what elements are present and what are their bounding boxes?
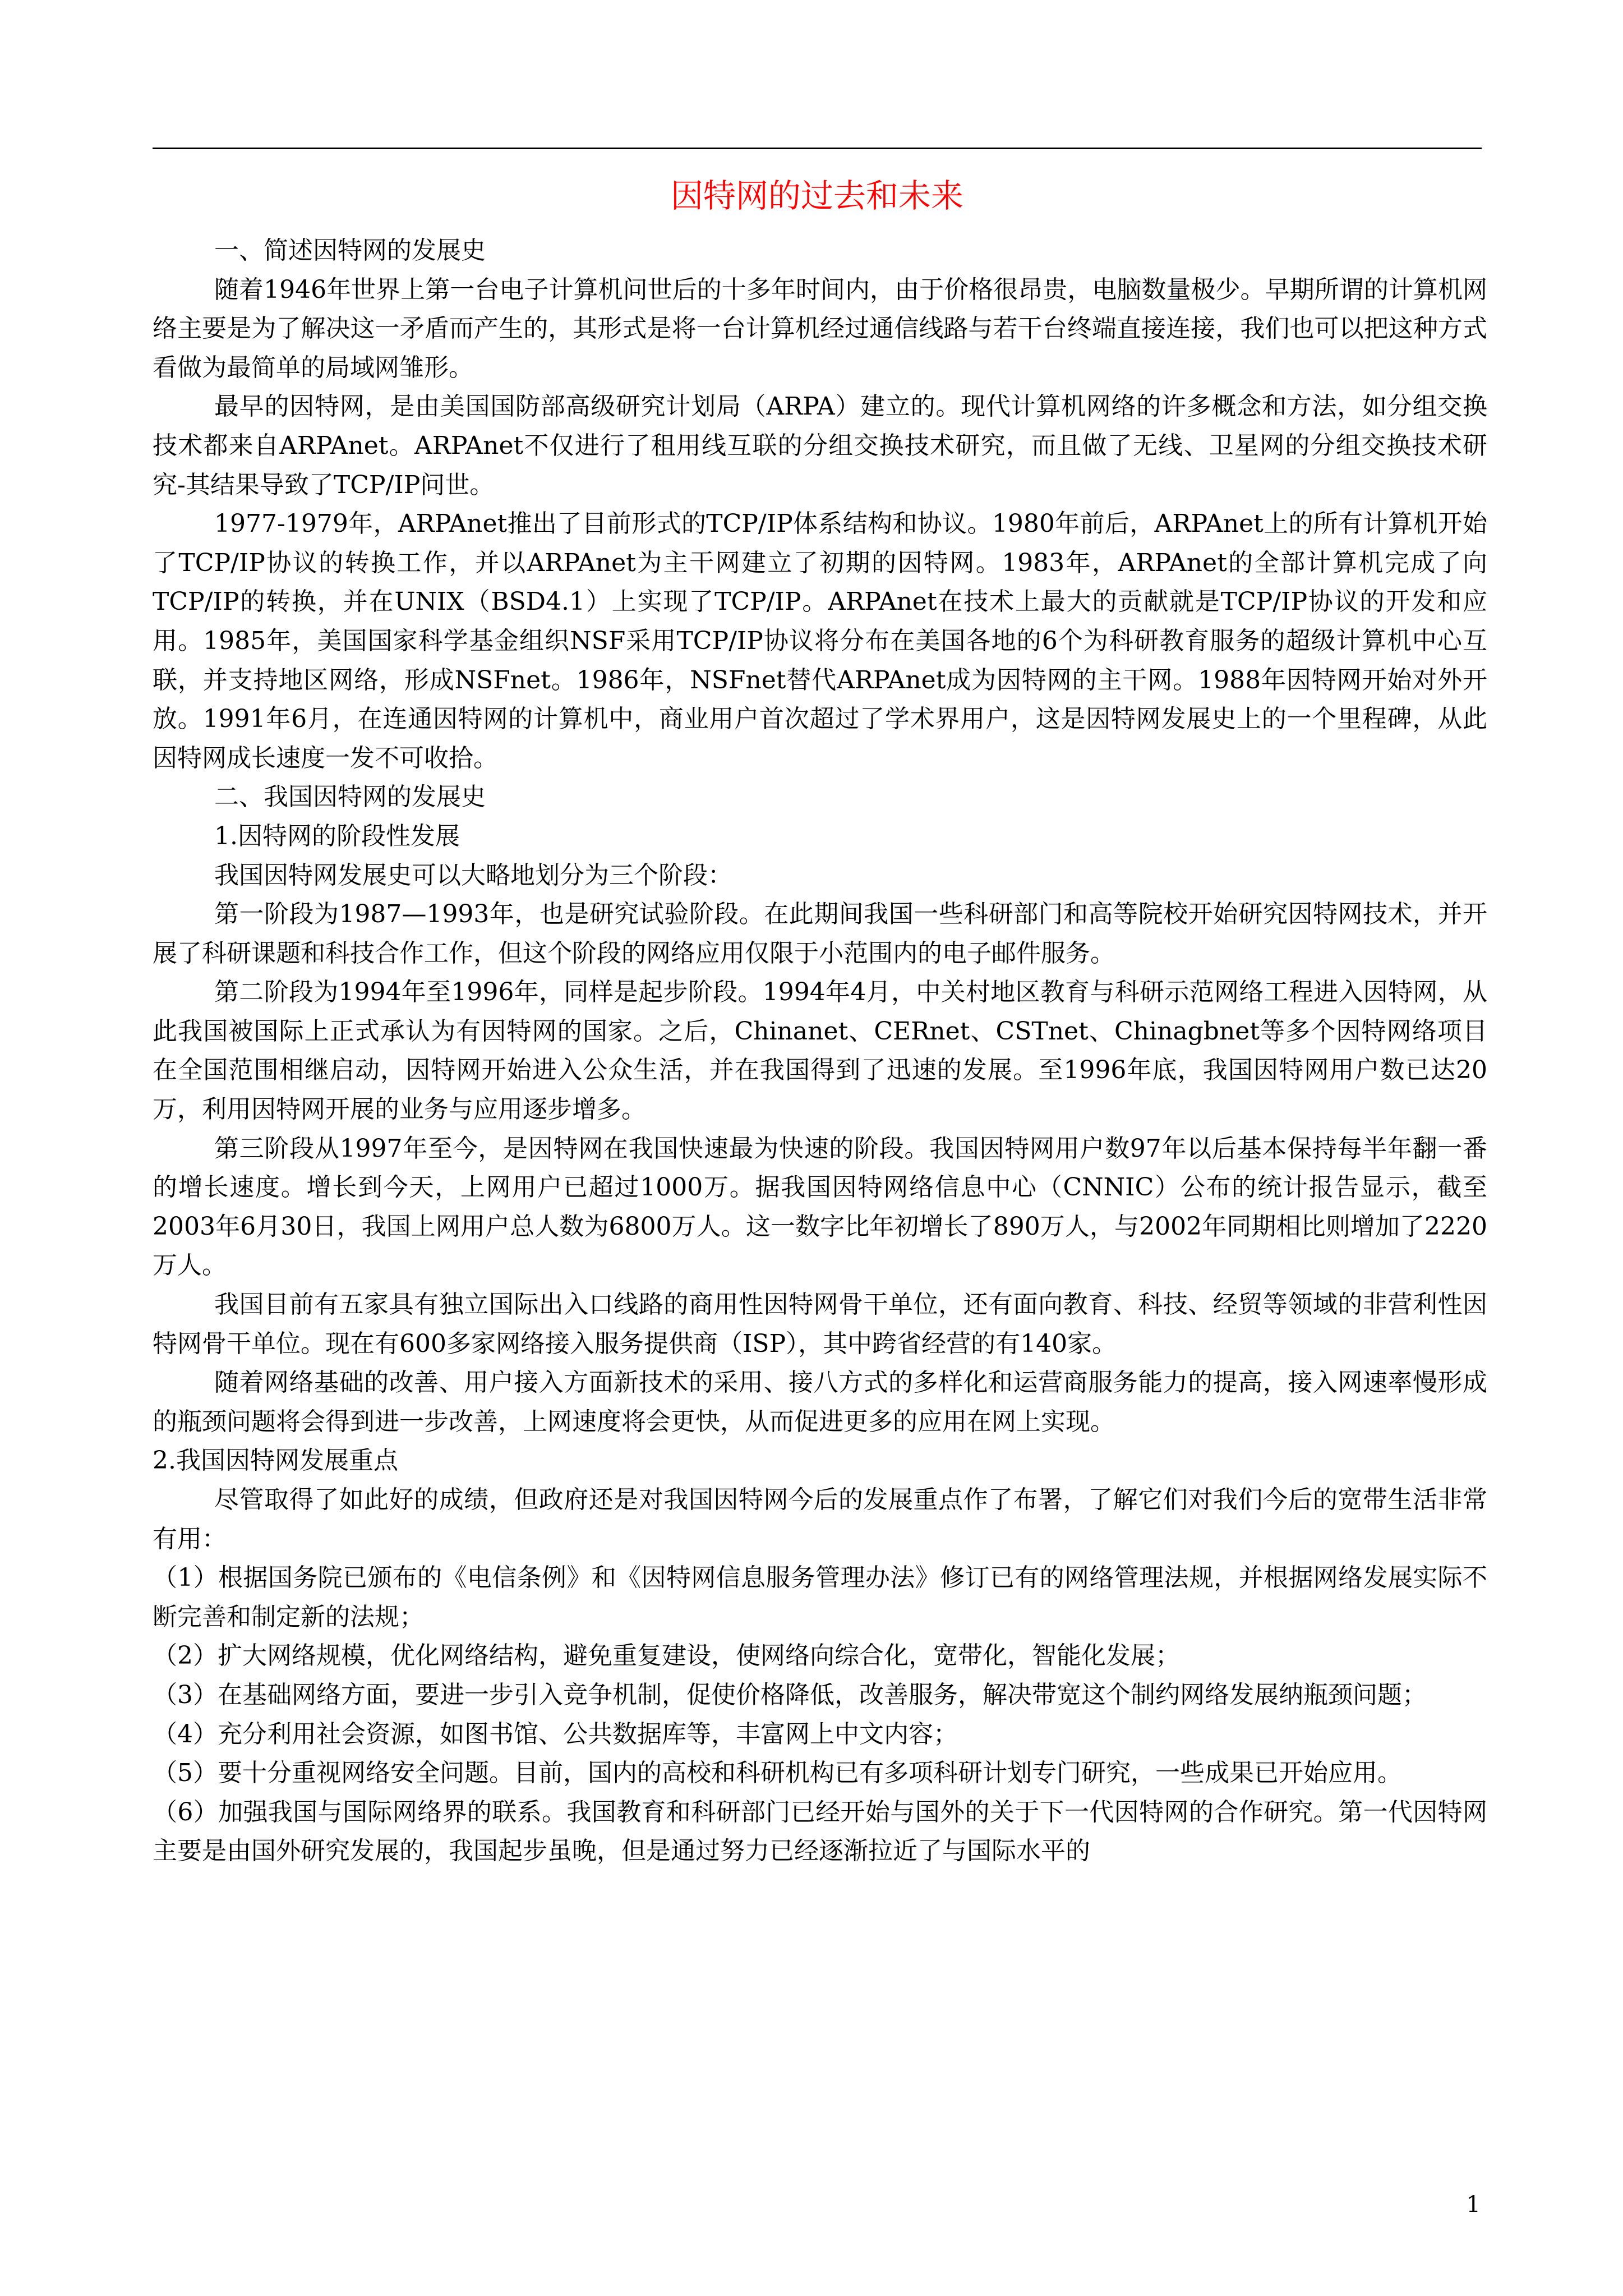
list-item: （4）充分利用社会资源，如图书馆、公共数据库等，丰富网上中文内容； [153, 1719, 958, 1749]
paragraph: 尽管取得了如此好的成绩，但政府还是对我国因特网今后的发展重点作了布署，了解它们对我们今后的宽带生活非常有用： [153, 1485, 1487, 1553]
header-rule [153, 148, 1482, 149]
paragraph: 最早的因特网，是由美国国防部高级研究计划局（ARPA）建立的。现代计算机网络的许多概念和方法，如分组交换技术都来自ARPAnet。ARPAnet不仅进行了租用线互联的分组交换技术研究，而且做了无线、卫星网的分组交换技术研究-其结果导致了TCP/IP问世。 [153, 392, 1487, 499]
page-number: 1 [1466, 2192, 1481, 2217]
paragraph: 我国因特网发展史可以大略地划分为三个阶段： [214, 861, 732, 890]
paragraph: 第三阶段从1997年至今，是因特网在我国快速最为快速的阶段。我国因特网用户数97年以后基本保持每半年翻一番的增长速度。增长到今天，上网用户已超过1000万。据我国因特网络信息中心（CNNIC）公布的统计报告显示，截至2003年6月30日，我国上网用户总人数为6800万人。这一数字比年初增长了890万人，与2002年同期相比则增加了2220万人。 [153, 1134, 1487, 1280]
list-item: （3）在基础网络方面，要进一步引入竞争机制，促使价格降低，改善服务，解决带宽这个制约网络发展纳瓶颈问题； [153, 1680, 1427, 1709]
section-heading-1: 一、简述因特网的发展史 [214, 236, 486, 265]
paragraph: 第二阶段为1994年至1996年，同样是起步阶段。1994年4月，中关村地区教育与科研示范网络工程进入因特网，从此我国被国际上正式承认为有因特网的国家。之后，Chinanet、CERnet、CSTnet、Chinagbnet等多个因特网络项目在全国范围相继启动，因特网开始进入公众生活，并在我国得到了迅速的发展。至1996年底，我国因特网用户数已达20万，利用因特网开展的业务与应用逐步增多。 [153, 978, 1487, 1124]
list-item: （5）要十分重视网络安全问题。目前，国内的高校和科研机构已有多项科研计划专门研究，一些成果已开始应用。 [153, 1759, 1402, 1788]
paragraph: 随着网络基础的改善、用户接入方面新技术的采用、接八方式的多样化和运营商服务能力的提高，接入网速率慢形成的瓶颈问题将会得到进一步改善，上网速度将会更快，从而促进更多的应用在网上实现。 [153, 1368, 1487, 1436]
paragraph: 第一阶段为1987—1993年，也是研究试验阶段。在此期间我国一些科研部门和高等院校开始研究因特网技术，并开展了科研课题和科技合作工作，但这个阶段的网络应用仅限于小范围内的电子邮件服务。 [153, 900, 1487, 968]
document-title: 因特网的过去和未来 [670, 177, 963, 215]
document-body [153, 231, 1487, 1871]
list-item: （2）扩大网络规模，优化网络结构，避免重复建设，使网络向综合化，宽带化，智能化发展； [153, 1641, 1180, 1671]
list-item: （1）根据国务院已颁布的《电信条例》和《因特网信息服务管理办法》修订已有的网络管理法规，并根据网络发展实际不断完善和制定新的法规； [153, 1563, 1487, 1631]
list-item: （6）加强我国与国际网络界的联系。我国教育和科研部门已经开始与国外的关于下一代因特网的合作研究。第一代因特网主要是由国外研究发展的，我国起步虽晚，但是通过努力已经逐渐拉近了与国际水平的 [153, 1797, 1487, 1866]
subsection-heading-2: 2.我国因特网发展重点 [153, 1446, 398, 1475]
section-heading-2: 二、我国因特网的发展史 [214, 783, 486, 812]
paragraph: 随着1946年世界上第一台电子计算机问世后的十多年时间内，由于价格很昂贵，电脑数量极少。早期所谓的计算机网络主要是为了解决这一矛盾而产生的，其形式是将一台计算机经过通信线路与若干台终端直接连接，我们也可以把这种方式看做为最简单的局域网雏形。 [153, 275, 1487, 382]
paragraph: 1977-1979年，ARPAnet推出了目前形式的TCP/IP体系结构和协议。1980年前后，ARPAnet上的所有计算机开始了TCP/IP协议的转换工作，并以ARPAnet为主干网建立了初期的因特网。1983年，ARPAnet的全部计算机完成了向TCP/IP的转换，并在UNIX（BSD4.1）上实现了TCP/IP。ARPAnet在技术上最大的贡献就是TCP/IP协议的开发和应用。1985年，美国国家科学基金组织NSF采用TCP/IP协议将分布在美国各地的6个为科研教育服务的超级计算机中心互联，并支持地区网络，形成NSFnet。1986年，NSFnet替代ARPAnet成为因特网的主干网。1988年因特网开始对外开放。1991年6月，在连通因特网的计算机中，商业用户首次超过了学术界用户，这是因特网发展史上的一个里程碑，从此因特网成长速度一发不可收拾。 [153, 509, 1487, 772]
paragraph: 我国目前有五家具有独立国际出入口线路的商用性因特网骨干单位，还有面向教育、科技、经贸等领域的非营利性因特网骨干单位。现在有600多家网络接入服务提供商（ISP），其中跨省经营的有140家。 [153, 1290, 1487, 1358]
subsection-heading-1: 1.因特网的阶段性发展 [214, 821, 460, 850]
